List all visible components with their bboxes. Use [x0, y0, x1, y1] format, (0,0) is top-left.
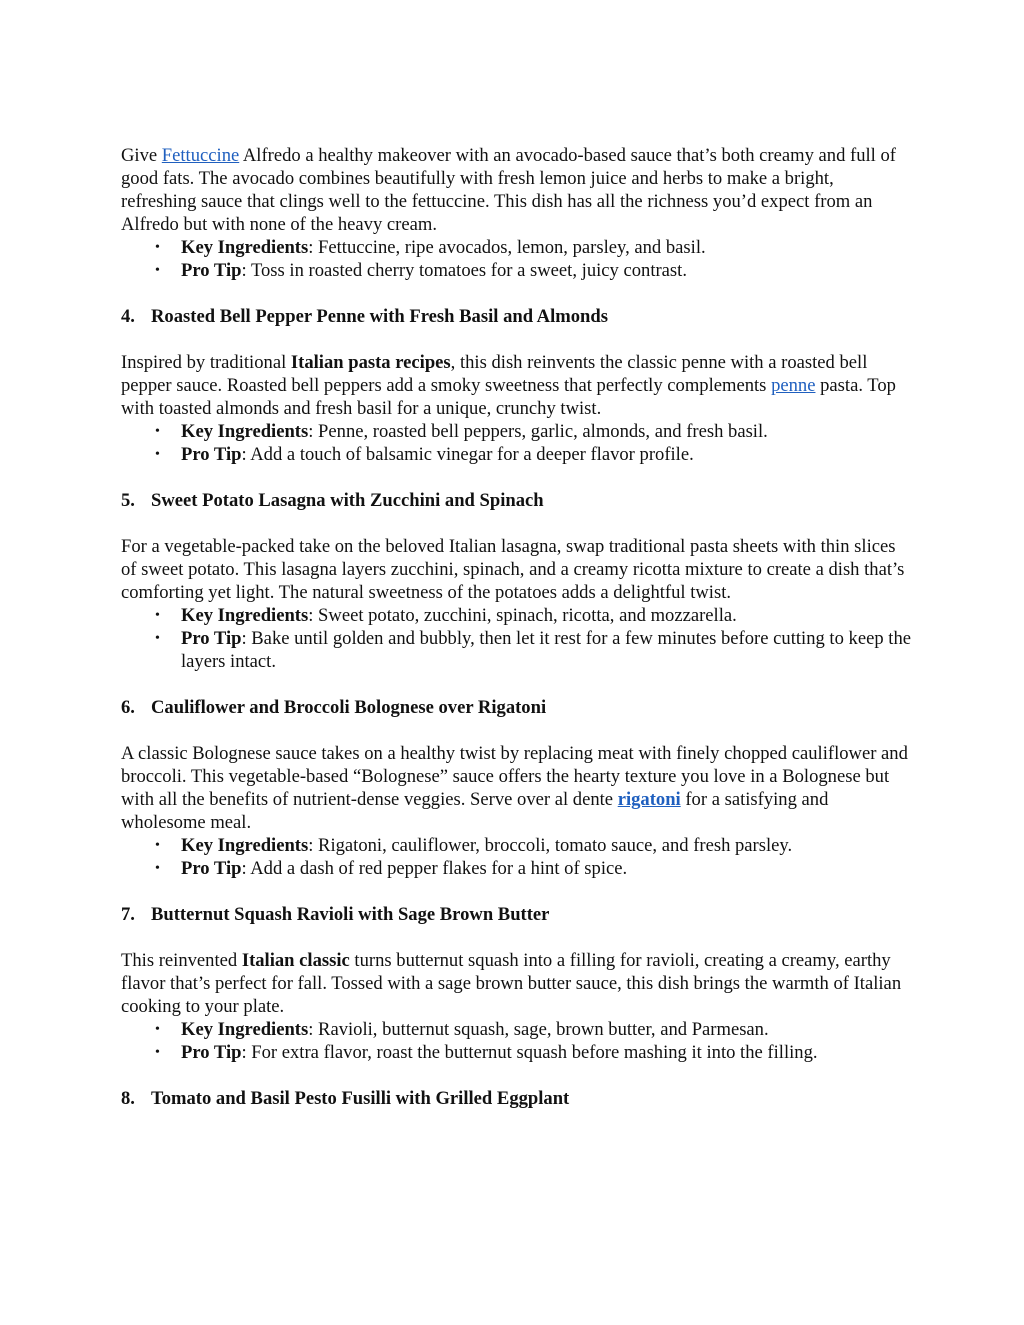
section-paragraph	[121, 949, 911, 1018]
section-number: 4.	[121, 306, 135, 327]
key-ingredients-label: Key Ingredients	[181, 1019, 309, 1040]
key-ingredients-text: : Rigatoni, cauliflower, broccoli, tomato sauce, and fresh parsley.	[308, 835, 793, 856]
list-item	[121, 236, 911, 259]
section-title: Roasted Bell Pepper Penne with Fresh Basil and Almonds	[151, 306, 608, 327]
paragraph-text: , this dish reinvents the classic penne with a roasted bell pepper sauce. Roasted bell peppers add a smoky sweetness that perfectly complements	[121, 352, 868, 396]
bullet-icon: •	[155, 447, 160, 462]
pro-tip-label: Pro Tip	[181, 1042, 242, 1063]
key-ingredients-text: : Fettuccine, ripe avocados, lemon, parsley, and basil.	[308, 237, 706, 258]
list-item	[121, 834, 911, 857]
section-list	[121, 420, 911, 466]
fettuccine-link[interactable]: Fettuccine	[161, 145, 240, 166]
section-title: Tomato and Basil Pesto Fusilli with Grilled Eggplant	[151, 1088, 570, 1109]
rigatoni-link[interactable]: rigatoni	[617, 789, 681, 810]
paragraph-text: turns butternut squash into a filling for ravioli, creating a creamy, earthy flavor that’s perfect for fall. Tossed with a sage brown butter sauce, this dish brings the warmth of Italian cooking to your plate.	[121, 950, 902, 1017]
paragraph-text: pasta. Top with toasted almonds and fresh basil for a unique, crunchy twist.	[121, 375, 896, 419]
italian-pasta-recipes-bold: Italian pasta recipes	[290, 352, 451, 373]
section-list	[121, 1018, 911, 1064]
pro-tip-text: : Add a dash of red pepper flakes for a hint of spice.	[241, 858, 628, 879]
pro-tip-label: Pro Tip	[181, 628, 242, 649]
section-list	[121, 604, 911, 673]
key-ingredients-label: Key Ingredients	[181, 835, 309, 856]
intro-text-cont: Alfredo a healthy makeover with an avocado-based sauce that’s both creamy and full of good fats. The avocado combines beautifully with fresh lemon juice and herbs to make a bright, refreshing sauce that clings well to the fettuccine. This dish has all the richness you’d expect from an Alfredo but with none of the heavy cream.	[121, 145, 896, 235]
pro-tip-label: Pro Tip	[181, 444, 242, 465]
list-item	[121, 443, 911, 466]
section-paragraph	[121, 742, 911, 834]
italian-classic-bold: Italian classic	[241, 950, 350, 971]
key-ingredients-label: Key Ingredients	[181, 421, 309, 442]
list-item	[121, 1018, 911, 1041]
key-ingredients-label: Key Ingredients	[181, 605, 309, 626]
list-item	[121, 857, 911, 880]
pro-tip-text: : Toss in roasted cherry tomatoes for a sweet, juicy contrast.	[241, 260, 687, 281]
paragraph-text: For a vegetable-packed take on the beloved Italian lasagna, swap traditional pasta sheets with thin slices of sweet potato. This lasagna layers zucchini, spinach, and a creamy ricotta mixture to create a dish that’s comforting yet light. The natural sweetness of the potatoes adds a delightful twist.	[121, 536, 905, 603]
section-title: Sweet Potato Lasagna with Zucchini and Spinach	[151, 490, 544, 511]
section-title: Butternut Squash Ravioli with Sage Brown Butter	[151, 904, 550, 925]
paragraph-text: This reinvented	[121, 950, 242, 971]
section-title: Cauliflower and Broccoli Bolognese over Rigatoni	[151, 697, 547, 718]
section-number: 6.	[121, 697, 135, 718]
bullet-icon: •	[155, 240, 160, 255]
section-heading	[121, 1087, 911, 1110]
bullet-icon: •	[155, 263, 160, 278]
list-item	[121, 420, 911, 443]
list-item	[121, 259, 911, 282]
section-heading	[121, 305, 911, 328]
section-paragraph	[121, 351, 911, 420]
section-paragraph	[121, 535, 911, 604]
pro-tip-label: Pro Tip	[181, 858, 242, 879]
bullet-icon: •	[155, 608, 160, 623]
paragraph-text: for a satisfying and wholesome meal.	[121, 789, 829, 833]
section-number: 7.	[121, 904, 135, 925]
section-heading	[121, 903, 911, 926]
list-item	[121, 627, 911, 673]
penne-link[interactable]: penne	[771, 375, 816, 396]
paragraph-text: Inspired by traditional	[121, 352, 291, 373]
bullet-icon: •	[155, 1045, 160, 1060]
section-heading	[121, 489, 911, 512]
bullet-icon: •	[155, 631, 160, 646]
pro-tip-label: Pro Tip	[181, 260, 242, 281]
pro-tip-text: : Bake until golden and bubbly, then let it rest for a few minutes before cutting to keep the layers intact.	[181, 628, 912, 672]
bullet-icon: •	[155, 424, 160, 439]
list-item	[121, 1041, 911, 1064]
bullet-icon: •	[155, 838, 160, 853]
bullet-icon: •	[155, 1022, 160, 1037]
key-ingredients-text: : Penne, roasted bell peppers, garlic, almonds, and fresh basil.	[308, 421, 768, 442]
intro-text: Give	[121, 145, 162, 166]
list-item	[121, 604, 911, 627]
section-number: 5.	[121, 490, 135, 511]
section-heading	[121, 696, 911, 719]
key-ingredients-text: : Ravioli, butternut squash, sage, brown butter, and Parmesan.	[308, 1019, 769, 1040]
key-ingredients-text: : Sweet potato, zucchini, spinach, ricotta, and mozzarella.	[308, 605, 737, 626]
bullet-icon: •	[155, 861, 160, 876]
pro-tip-text: : Add a touch of balsamic vinegar for a deeper flavor profile.	[241, 444, 694, 465]
section-list	[121, 834, 911, 880]
pro-tip-text: : For extra flavor, roast the butternut squash before mashing it into the filling.	[241, 1042, 818, 1063]
intro-list	[121, 236, 911, 282]
intro-paragraph	[121, 144, 911, 236]
key-ingredients-label: Key Ingredients	[181, 237, 309, 258]
section-number: 8.	[121, 1088, 135, 1109]
document-page	[121, 144, 911, 1110]
paragraph-text: A classic Bolognese sauce takes on a healthy twist by replacing meat with finely chopped cauliflower and broccoli. This vegetable-based “Bolognese” sauce offers the hearty texture you love in a Bolognese but with all the benefits of nutrient-dense veggies. Serve over al dente	[121, 743, 908, 810]
